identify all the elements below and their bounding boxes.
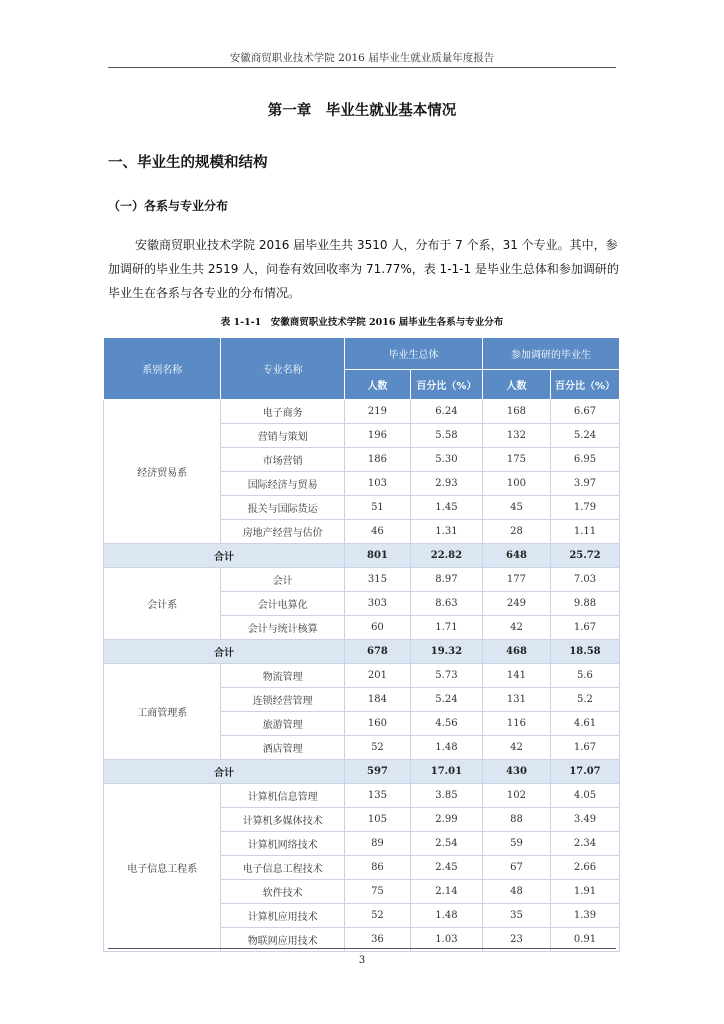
- total-percent-cell: 8.97: [410, 568, 482, 592]
- survey-percent-cell: 6.67: [550, 400, 619, 424]
- total-percent-cell: 5.73: [410, 664, 482, 688]
- total-count-cell: 46: [344, 520, 410, 544]
- survey-count-cell: 132: [482, 424, 550, 448]
- page-header-title: 安徽商贸职业技术学院 2016 届毕业生就业质量年度报告: [229, 52, 495, 64]
- total-count-cell: 51: [344, 496, 410, 520]
- subtotal-survey-count: 648: [482, 544, 550, 568]
- intro-paragraph: [108, 233, 620, 305]
- dept-name-cell: 经济贸易系: [104, 400, 221, 544]
- survey-percent-cell: 7.03: [550, 568, 619, 592]
- major-name-cell: 国际经济与贸易: [221, 472, 345, 496]
- survey-percent-cell: 1.67: [550, 736, 619, 760]
- survey-percent-cell: 1.79: [550, 496, 619, 520]
- subtotal-total-percent: 22.82: [410, 544, 482, 568]
- total-percent-cell: 1.48: [410, 736, 482, 760]
- header-total-percent: 百分比（%）: [410, 370, 482, 400]
- table-row: [104, 664, 620, 688]
- survey-count-cell: 23: [482, 928, 550, 952]
- major-name-cell: 计算机多媒体技术: [221, 808, 345, 832]
- table-row: [104, 400, 620, 424]
- total-count-cell: 52: [344, 736, 410, 760]
- total-percent-cell: 3.85: [410, 784, 482, 808]
- total-count-cell: 75: [344, 880, 410, 904]
- survey-percent-cell: 3.97: [550, 472, 619, 496]
- table-caption: 表 1-1-1 安徽商贸职业技术学院 2016 届毕业生各系与专业分布: [220, 317, 504, 328]
- major-name-cell: 物联网应用技术: [221, 928, 345, 952]
- total-count-cell: 89: [344, 832, 410, 856]
- total-count-cell: 201: [344, 664, 410, 688]
- total-count-cell: 60: [344, 616, 410, 640]
- survey-percent-cell: 5.6: [550, 664, 619, 688]
- major-name-cell: 市场营销: [221, 448, 345, 472]
- major-name-cell: 计算机应用技术: [221, 904, 345, 928]
- survey-count-cell: 67: [482, 856, 550, 880]
- survey-count-cell: 45: [482, 496, 550, 520]
- header-total-count: 人数: [344, 370, 410, 400]
- total-percent-cell: 1.48: [410, 904, 482, 928]
- subtotal-row: [104, 760, 620, 784]
- survey-percent-cell: 4.05: [550, 784, 619, 808]
- survey-percent-cell: 2.34: [550, 832, 619, 856]
- survey-count-cell: 28: [482, 520, 550, 544]
- major-name-cell: 连锁经营管理: [221, 688, 345, 712]
- survey-count-cell: 48: [482, 880, 550, 904]
- total-count-cell: 160: [344, 712, 410, 736]
- survey-count-cell: 59: [482, 832, 550, 856]
- subtotal-survey-percent: 25.72: [550, 544, 619, 568]
- dept-name-cell: 会计系: [104, 568, 221, 640]
- major-name-cell: 酒店管理: [221, 736, 345, 760]
- distribution-table: [103, 337, 620, 952]
- header-survey-group: 参加调研的毕业生: [482, 338, 619, 370]
- subtotal-label: 合计: [104, 544, 345, 568]
- major-name-cell: 房地产经营与估价: [221, 520, 345, 544]
- subtotal-survey-count: 468: [482, 640, 550, 664]
- subtotal-survey-percent: 18.58: [550, 640, 619, 664]
- total-percent-cell: 5.30: [410, 448, 482, 472]
- survey-percent-cell: 1.39: [550, 904, 619, 928]
- subtotal-row: [104, 544, 620, 568]
- survey-percent-cell: 5.24: [550, 424, 619, 448]
- header-dept: 系别名称: [104, 338, 221, 400]
- total-percent-cell: 1.03: [410, 928, 482, 952]
- total-percent-cell: 5.58: [410, 424, 482, 448]
- survey-count-cell: 42: [482, 736, 550, 760]
- survey-count-cell: 168: [482, 400, 550, 424]
- major-name-cell: 会计与统计核算: [221, 616, 345, 640]
- total-percent-cell: 2.99: [410, 808, 482, 832]
- total-count-cell: 196: [344, 424, 410, 448]
- major-name-cell: 会计: [221, 568, 345, 592]
- subtotal-label: 合计: [104, 640, 345, 664]
- survey-count-cell: 249: [482, 592, 550, 616]
- total-percent-cell: 2.45: [410, 856, 482, 880]
- major-name-cell: 电子商务: [221, 400, 345, 424]
- total-count-cell: 86: [344, 856, 410, 880]
- survey-count-cell: 88: [482, 808, 550, 832]
- survey-count-cell: 175: [482, 448, 550, 472]
- total-percent-cell: 1.45: [410, 496, 482, 520]
- major-name-cell: 营销与策划: [221, 424, 345, 448]
- survey-percent-cell: 5.2: [550, 688, 619, 712]
- subtotal-survey-percent: 17.07: [550, 760, 619, 784]
- total-percent-cell: 5.24: [410, 688, 482, 712]
- header-survey-count: 人数: [482, 370, 550, 400]
- subtotal-row: [104, 640, 620, 664]
- total-count-cell: 52: [344, 904, 410, 928]
- total-count-cell: 184: [344, 688, 410, 712]
- survey-percent-cell: 0.91: [550, 928, 619, 952]
- survey-count-cell: 42: [482, 616, 550, 640]
- major-name-cell: 物流管理: [221, 664, 345, 688]
- survey-percent-cell: 6.95: [550, 448, 619, 472]
- survey-percent-cell: 2.66: [550, 856, 619, 880]
- footer-divider: [108, 948, 616, 949]
- major-name-cell: 会计电算化: [221, 592, 345, 616]
- intro-paragraph-text: 安徽商贸职业技术学院 2016 届毕业生共 3510 人，分布于 7 个系，31 个专业。其中，参加调研的毕业生共 2519 人，问卷有效回收率为 71.77%，表 1-1-1 是毕业生总体和参加调研的毕业生在各系与各专业的分布情况。: [108, 238, 619, 300]
- header-divider: [108, 67, 616, 68]
- survey-count-cell: 177: [482, 568, 550, 592]
- total-percent-cell: 1.31: [410, 520, 482, 544]
- total-percent-cell: 1.71: [410, 616, 482, 640]
- survey-percent-cell: 3.49: [550, 808, 619, 832]
- total-count-cell: 315: [344, 568, 410, 592]
- subtotal-total-percent: 19.32: [410, 640, 482, 664]
- major-name-cell: 计算机信息管理: [221, 784, 345, 808]
- table-row: [104, 568, 620, 592]
- survey-percent-cell: 1.67: [550, 616, 619, 640]
- header-total-group: 毕业生总体: [344, 338, 482, 370]
- major-name-cell: 电子信息工程技术: [221, 856, 345, 880]
- page-number: 3: [358, 955, 366, 966]
- total-percent-cell: 2.93: [410, 472, 482, 496]
- major-name-cell: 报关与国际货运: [221, 496, 345, 520]
- total-count-cell: 219: [344, 400, 410, 424]
- major-name-cell: 计算机网络技术: [221, 832, 345, 856]
- header-major: 专业名称: [221, 338, 345, 400]
- total-percent-cell: 2.54: [410, 832, 482, 856]
- section-heading: 一、毕业生的规模和结构: [108, 155, 268, 171]
- header-survey-percent: 百分比（%）: [550, 370, 619, 400]
- total-count-cell: 186: [344, 448, 410, 472]
- survey-percent-cell: 9.88: [550, 592, 619, 616]
- total-percent-cell: 8.63: [410, 592, 482, 616]
- total-percent-cell: 2.14: [410, 880, 482, 904]
- subtotal-total-count: 801: [344, 544, 410, 568]
- total-percent-cell: 6.24: [410, 400, 482, 424]
- total-count-cell: 36: [344, 928, 410, 952]
- subtotal-label: 合计: [104, 760, 345, 784]
- subsection-heading: （一）各系与专业分布: [108, 199, 229, 213]
- dept-name-cell: 工商管理系: [104, 664, 221, 760]
- total-count-cell: 135: [344, 784, 410, 808]
- subtotal-total-percent: 17.01: [410, 760, 482, 784]
- chapter-title: 第一章 毕业生就业基本情况: [267, 103, 457, 119]
- dept-name-cell: 电子信息工程系: [104, 784, 221, 952]
- survey-count-cell: 131: [482, 688, 550, 712]
- total-count-cell: 303: [344, 592, 410, 616]
- major-name-cell: 旅游管理: [221, 712, 345, 736]
- survey-count-cell: 116: [482, 712, 550, 736]
- survey-percent-cell: 4.61: [550, 712, 619, 736]
- major-name-cell: 软件技术: [221, 880, 345, 904]
- survey-count-cell: 100: [482, 472, 550, 496]
- total-percent-cell: 4.56: [410, 712, 482, 736]
- total-count-cell: 103: [344, 472, 410, 496]
- subtotal-total-count: 678: [344, 640, 410, 664]
- table-row: [104, 784, 620, 808]
- survey-percent-cell: 1.11: [550, 520, 619, 544]
- survey-percent-cell: 1.91: [550, 880, 619, 904]
- subtotal-survey-count: 430: [482, 760, 550, 784]
- total-count-cell: 105: [344, 808, 410, 832]
- survey-count-cell: 35: [482, 904, 550, 928]
- survey-count-cell: 102: [482, 784, 550, 808]
- subtotal-total-count: 597: [344, 760, 410, 784]
- table-body: [104, 400, 620, 952]
- survey-count-cell: 141: [482, 664, 550, 688]
